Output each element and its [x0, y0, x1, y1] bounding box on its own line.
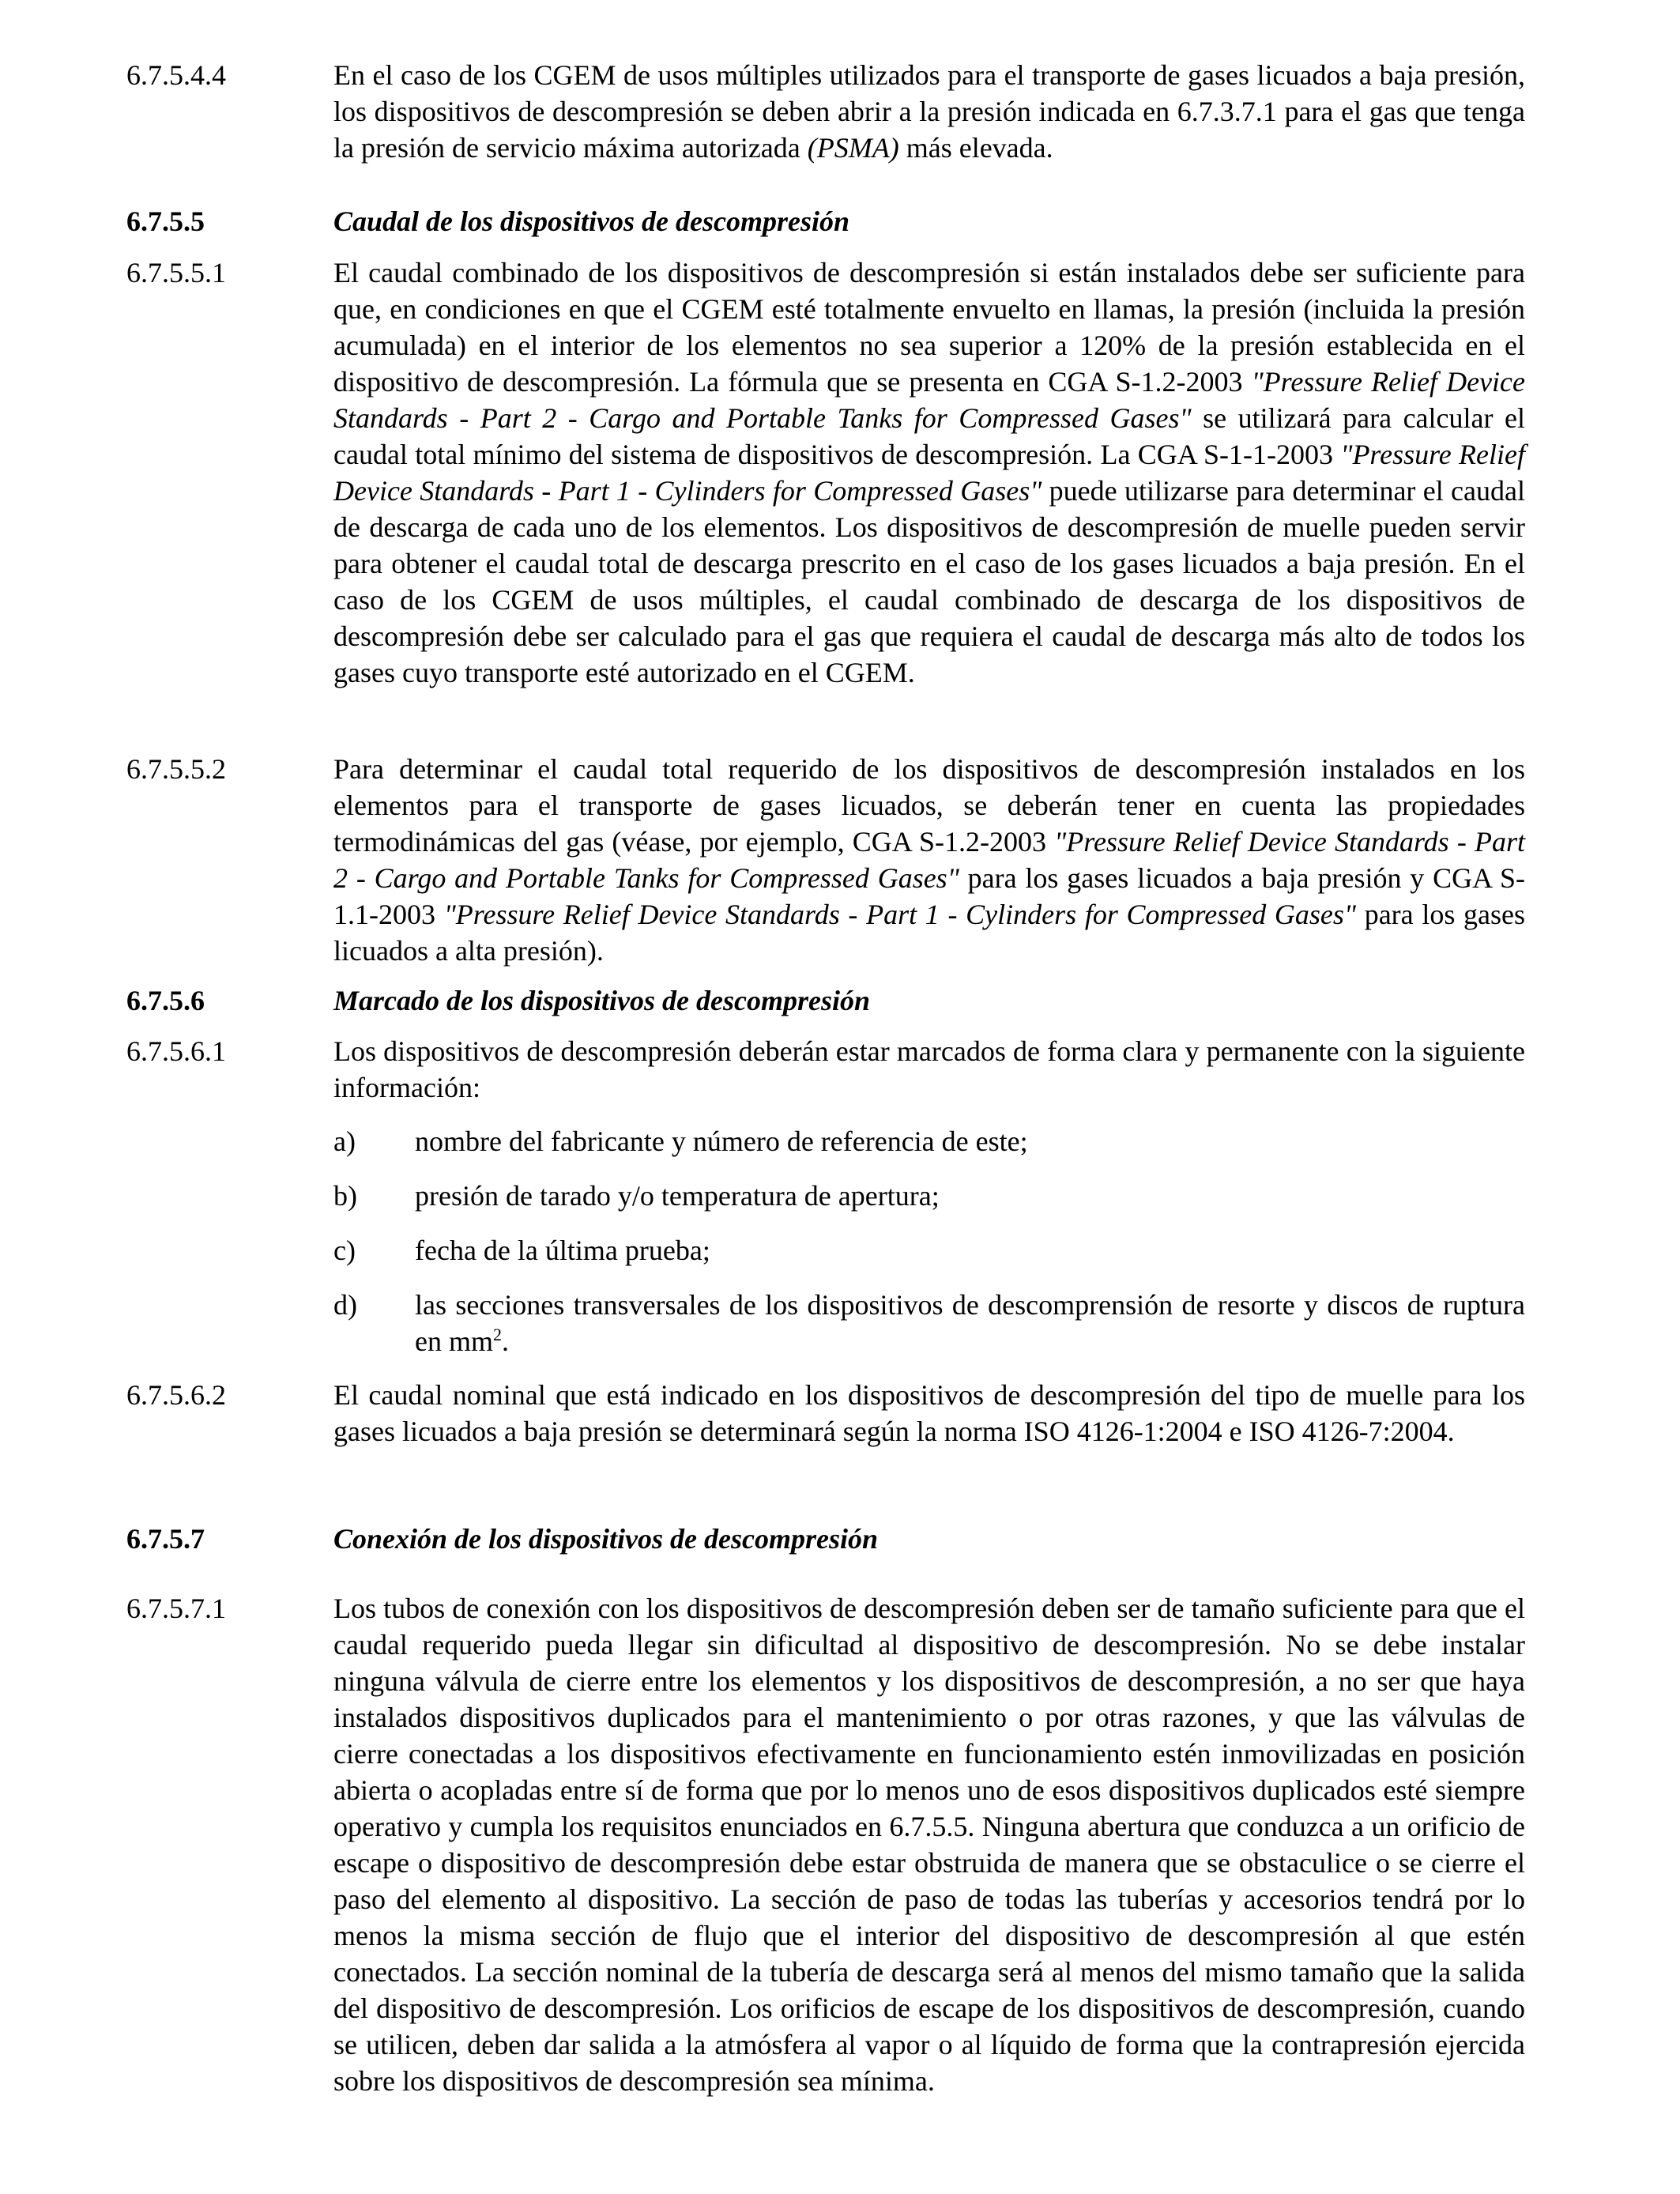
superscript: 2	[492, 1325, 502, 1344]
italic-run: "Pressure Relief Device Standards - Part 1 - Cylinders for Compressed Gases"	[443, 899, 1356, 930]
text-run: se utilizará para calcular el caudal total mínimo del sistema de dispositivos de descompresión. La CGA S-1-1-2003	[333, 402, 1525, 470]
italic-run: (PSMA)	[807, 132, 899, 164]
section-title: Marcado de los dispositivos de descompresión	[333, 985, 870, 1016]
paragraph-number: 6.7.5.4.4	[126, 59, 226, 91]
paragraph-number: 6.7.5.6.1	[126, 1035, 226, 1067]
paragraph-text	[333, 57, 1525, 166]
section-number: 6.7.5.6	[126, 985, 205, 1016]
list-label: d)	[333, 1289, 357, 1321]
list-label: c)	[333, 1235, 356, 1266]
paragraph-text	[333, 751, 1525, 969]
list-label: a)	[333, 1125, 356, 1157]
section-title: Caudal de los dispositivos de descompresión	[333, 205, 850, 237]
text-run: las secciones transversales de los dispositivos de descomprensión de resorte y discos de ruptura en mm	[415, 1289, 1525, 1357]
text-run: .	[501, 1325, 509, 1357]
text-run: más elevada.	[898, 132, 1053, 164]
section-number: 6.7.5.5	[126, 205, 205, 237]
paragraph-text	[333, 254, 1525, 691]
text-run: para los gases licuados a baja presión y CGA S-1.1-2003	[333, 862, 1525, 930]
paragraph-text: Los tubos de conexión con los dispositivos de descompresión deben ser de tamaño suficiente para que el caudal requerido pueda llegar sin dificultad al dispositivo de descompresión. No se debe instalar ninguna válvula de cierre entre los elementos y los dispositivos de descompresión, a no ser que haya instalados dispositivos duplicados para el mantenimiento o por otras razones, y que las válvulas de cierre conectadas a los dispositivos efectivamente en funcionamiento estén inmovilizadas en posición abierta o acopladas entre sí de forma que por lo menos uno de esos dispositivos duplicados esté siempre operativo y cumpla los requisitos enunciados en 6.7.5.5. Ninguna abertura que conduzca a un orificio de escape o dispositivo de descompresión debe estar obstruida de manera que se obstaculice o se cierre el paso del elemento al dispositivo. La sección de paso de todas las tuberías y accesorios tendrá por lo menos la misma sección de flujo que el interior del dispositivo de descompresión al que estén conectados. La sección nominal de la tubería de descarga será al menos del mismo tamaño que la salida del dispositivo de descompresión. Los orificios de escape de los dispositivos de descompresión, cuando se utilicen, deben dar salida a la atmósfera al vapor o al líquido de forma que la contrapresión ejercida sobre los dispositivos de descompresión sea mínima.	[333, 1593, 1525, 2097]
list-text: presión de tarado y/o temperatura de apertura;	[415, 1180, 940, 1212]
text-run: En el caso de los CGEM de usos múltiples utilizados para el transporte de gases licuados a baja presión, los dispositivos de descompresión se deben abrir a la presión indicada en 6.7.3.7.1 para el gas que tenga la presión de servicio máxima autorizada	[333, 59, 1525, 164]
section-number: 6.7.5.7	[126, 1523, 205, 1555]
list-label: b)	[333, 1180, 357, 1212]
list-text	[415, 1287, 1525, 1359]
text-run: para los gases licuados a alta presión).	[333, 899, 1525, 967]
italic-run: "Pressure Relief Device Standards - Part 2 - Cargo and Portable Tanks for Compressed Gases"	[333, 366, 1526, 434]
list-text: fecha de la última prueba;	[415, 1235, 710, 1266]
text-run: El caudal combinado de los dispositivos de descompresión si están instalados debe ser suficiente para que, en condiciones en que el CGEM esté totalmente envuelto en llamas, la presión (incluida la presión acumulada) en el interior de los elementos no sea superior a 120% de la presión establecida en el dispositivo de descompresión. La fórmula que se presenta en CGA S-1.2-2003	[333, 257, 1525, 398]
paragraph-number: 6.7.5.6.2	[126, 1379, 226, 1411]
paragraph-number: 6.7.5.5.1	[126, 257, 226, 288]
italic-run: "Pressure Relief Device Standards - Part 1 - Cylinders for Compressed Gases"	[333, 439, 1526, 507]
list-text: nombre del fabricante y número de referencia de este;	[415, 1125, 1028, 1157]
paragraph-number: 6.7.5.5.2	[126, 753, 226, 785]
paragraph-number: 6.7.5.7.1	[126, 1593, 226, 1624]
text-run: Para determinar el caudal total requerido de los dispositivos de descompresión instalados en los elementos para el transporte de gases licuados, se deberán tener en cuenta las propiedades termodinámicas del gas (véase, por ejemplo, CGA S-1.2-2003	[333, 753, 1525, 858]
text-run: puede utilizarse para determinar el caudal de descarga de cada uno de los elementos. Los dispositivos de descompresión de muelle pueden servir para obtener el caudal total de descarga prescrito en el caso de los gases licuados a baja presión. En el caso de los CGEM de usos múltiples, el caudal combinado de descarga de los dispositivos de descompresión debe ser calculado para el gas que requiera el caudal de descarga más alto de todos los gases cuyo transporte esté autorizado en el CGEM.	[333, 475, 1525, 688]
paragraph-text: El caudal nominal que está indicado en los dispositivos de descompresión del tipo de muelle para los gases licuados a baja presión se determinará según la norma ISO 4126-1:2004 e ISO 4126-7:2004.	[333, 1379, 1525, 1447]
italic-run: "Pressure Relief Device Standards - Part 2 - Cargo and Portable Tanks for Compressed Gases"	[333, 826, 1525, 894]
section-title: Conexión de los dispositivos de descompresión	[333, 1523, 879, 1555]
paragraph-text: Los dispositivos de descompresión deberán estar marcados de forma clara y permanente con la siguiente información:	[333, 1035, 1525, 1103]
